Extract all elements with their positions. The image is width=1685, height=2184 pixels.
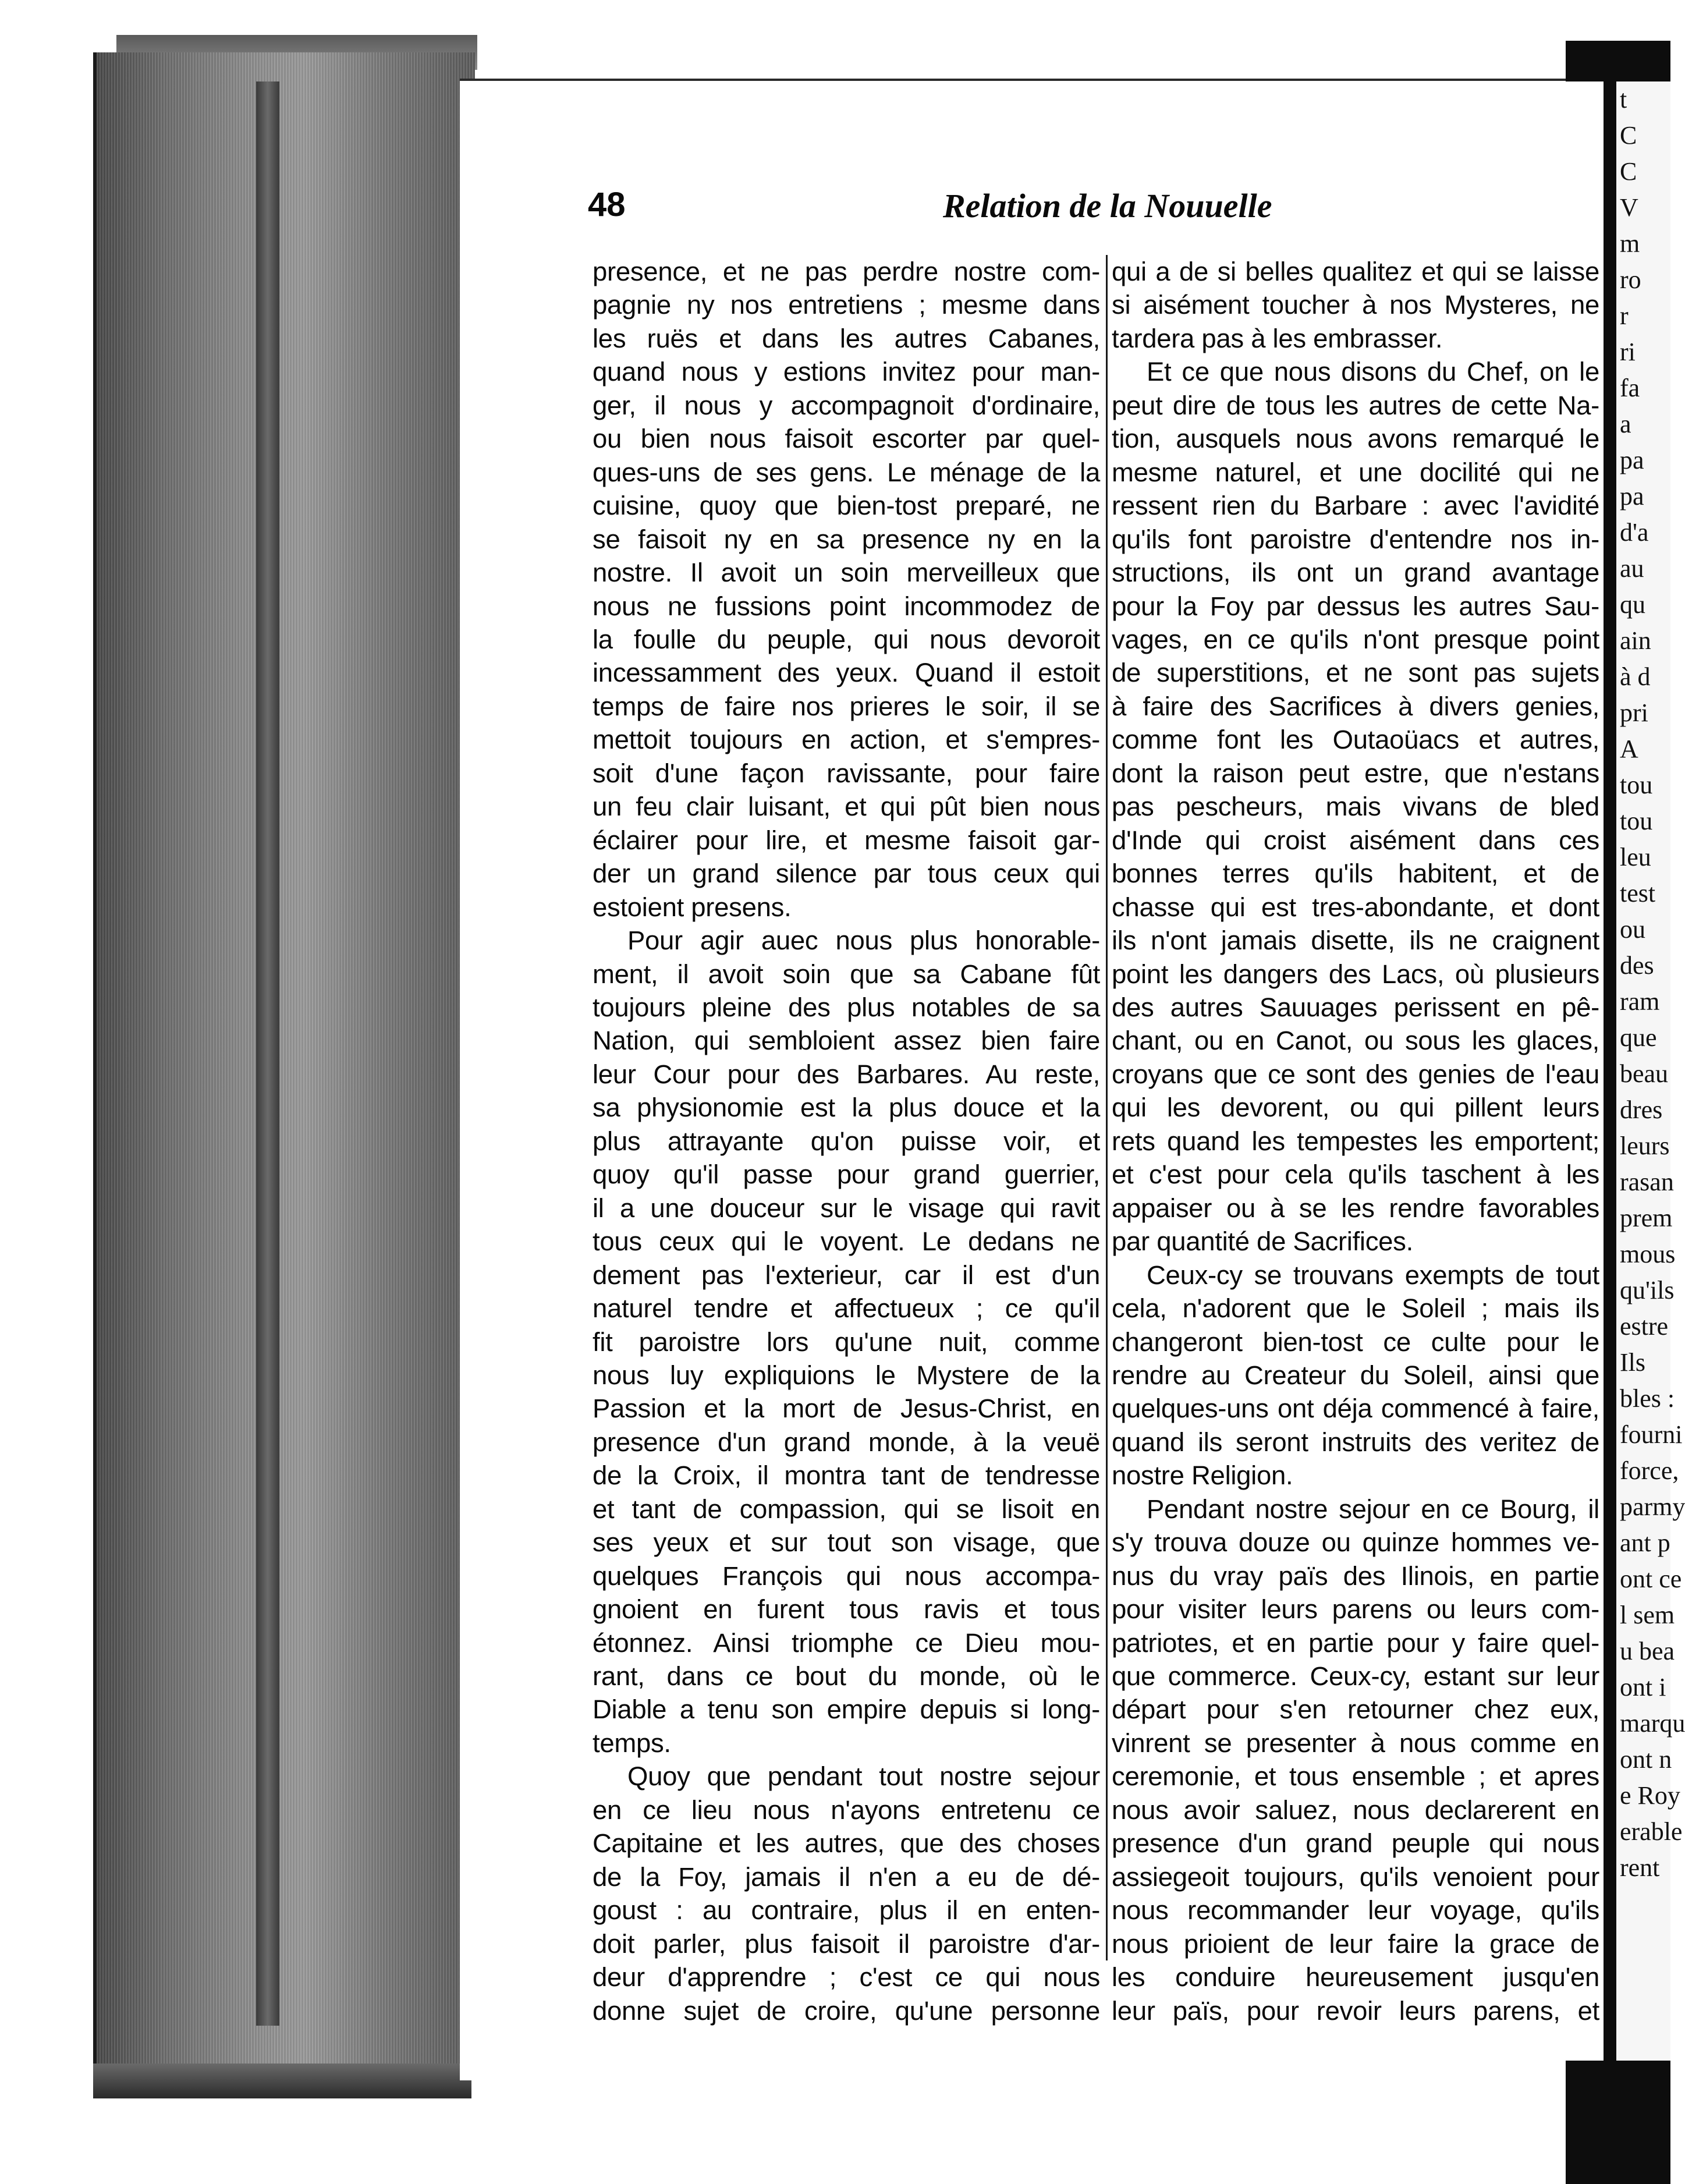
- text-line: toujours pleine des plus notables de sa: [593, 992, 1100, 1022]
- text-line: à faire des Sacrifices à divers genies,: [1112, 691, 1599, 721]
- text-line: nostre. Il avoit un soin merveilleux que: [593, 558, 1100, 588]
- text-line: goust : au contraire, plus il en enten-: [593, 1895, 1100, 1926]
- next-page-fragment: qu'ils: [1620, 1276, 1675, 1304]
- gutter-shadow-top: [1566, 41, 1670, 81]
- next-page-fragment: fourni: [1620, 1420, 1683, 1449]
- text-line: Diable a tenu son empire depuis si long-: [593, 1694, 1100, 1725]
- page-gutter: [1604, 64, 1616, 2084]
- text-line: qui les devorent, ou qui pillent leurs: [1112, 1093, 1599, 1123]
- next-page-fragment: e Roy: [1620, 1781, 1680, 1810]
- text-line: Pendant nostre sejour en ce Bourg, il: [1147, 1494, 1599, 1524]
- text-line: de superstitions, et ne sont pas sujets: [1112, 658, 1599, 688]
- text-line: leur Cour pour des Barbares. Au reste,: [593, 1059, 1100, 1089]
- text-line: nous ne fussions point incommodez de: [593, 591, 1100, 621]
- text-line: changeront bien-tost ce culte pour le: [1112, 1327, 1599, 1357]
- next-page-fragment: pa: [1620, 446, 1644, 474]
- next-page-fragment: à d: [1620, 662, 1651, 691]
- text-line: nostre Religion.: [1112, 1460, 1293, 1491]
- next-page-fragment: ont ce: [1620, 1565, 1682, 1593]
- text-line: en ce lieu nous n'ayons entretenu ce: [593, 1795, 1100, 1825]
- text-line: dont la raison peut estre, que n'estans: [1112, 758, 1599, 788]
- text-line: ressent rien du Barbare : avec l'avidité: [1112, 491, 1599, 521]
- text-line: et tant de compassion, qui se lisoit en: [593, 1494, 1100, 1524]
- text-line: qui a de si belles qualitez et qui se laisse: [1112, 257, 1599, 286]
- text-line: nous prioient de leur faire la grace de: [1112, 1928, 1599, 1959]
- scan-background: [0, 0, 96, 2184]
- text-line: rant, dans ce bout du monde, où le: [593, 1661, 1100, 1692]
- text-line: qu'ils font paroistre d'entendre nos in-: [1112, 524, 1599, 554]
- next-page-fragment: V: [1620, 193, 1638, 222]
- next-page-fragment: ri: [1620, 338, 1636, 366]
- next-page-fragment: marqu: [1620, 1709, 1685, 1738]
- text-line: structions, ils ont un grand avantage: [1112, 558, 1599, 588]
- text-line: par quantité de Sacrifices.: [1112, 1226, 1413, 1257]
- text-line: leur païs, pour revoir leurs parens, et: [1112, 1995, 1599, 2026]
- next-page-fragment: tou: [1620, 771, 1653, 799]
- text-line: quoy qu'il passe pour grand guerrier,: [593, 1160, 1100, 1190]
- next-page-fragment: des: [1620, 951, 1654, 980]
- next-page-fragment: ant p: [1620, 1529, 1670, 1557]
- right-text-column: [1112, 255, 1599, 2027]
- text-line: presence d'un grand peuple qui nous: [1112, 1828, 1599, 1859]
- text-line: rets quand les tempestes les emportent;: [1112, 1126, 1599, 1156]
- next-page-fragment: estre: [1620, 1312, 1669, 1341]
- text-line: mesme naturel, et une docilité qui ne: [1112, 457, 1599, 487]
- next-page-fragment: C: [1620, 157, 1637, 186]
- text-line: étonnez. Ainsi triomphe ce Dieu mou-: [593, 1628, 1100, 1658]
- text-line: nous recommander leur voyage, qu'ils: [1112, 1895, 1599, 1926]
- text-line: cuisine, quoy que bien-tost preparé, ne: [593, 491, 1100, 521]
- text-line: Ceux-cy se trouvans exempts de tout: [1147, 1260, 1599, 1290]
- next-page-fragment: rent: [1620, 1853, 1660, 1882]
- text-line: deur d'apprendre ; c'est ce qui nous: [593, 1962, 1100, 1992]
- text-line: temps.: [593, 1728, 671, 1758]
- next-page-fragment: ain: [1620, 626, 1651, 655]
- book-edge-band: [256, 81, 279, 2026]
- text-line: ceremonie, et tous ensemble ; et apres: [1112, 1761, 1599, 1792]
- text-line: tous ceux qui le voyent. Le dedans ne: [593, 1226, 1100, 1257]
- text-line: donne sujet de croire, qu'une personne: [593, 1995, 1100, 2026]
- next-page-fragment: d'a: [1620, 518, 1649, 547]
- text-line: incessamment des yeux. Quand il estoit: [593, 658, 1100, 688]
- text-line: pagnie ny nos entretiens ; mesme dans: [593, 290, 1100, 320]
- text-line: départ pour s'en retourner chez eux,: [1112, 1694, 1599, 1725]
- text-line: estoient presens.: [593, 892, 792, 922]
- text-line: éclairer pour lire, et mesme faisoit gar-: [593, 825, 1100, 855]
- text-line: pas pescheurs, mais vivans de bled: [1112, 792, 1599, 822]
- text-line: s'y trouva douze ou quinze hommes ve-: [1112, 1527, 1599, 1558]
- text-line: temps de faire nos prieres le soir, il se: [593, 691, 1100, 721]
- text-line: point les dangers des Lacs, où plusieurs: [1112, 959, 1599, 989]
- running-head: Relation de la Nouuelle: [943, 187, 1272, 225]
- text-line: Capitaine et les autres, que des choses: [593, 1828, 1100, 1859]
- next-page-fragment: que: [1620, 1023, 1657, 1052]
- text-line: naturel tendre et affectueux ; ce qu'il: [593, 1293, 1100, 1324]
- text-line: Pour agir auec nous plus honorable-: [627, 926, 1100, 956]
- next-page-fragment: leu: [1620, 843, 1651, 871]
- text-line: quand nous y estions invitez pour man-: [593, 357, 1100, 387]
- text-line: les ruës et dans les autres Cabanes,: [593, 323, 1100, 353]
- text-line: Quoy que pendant tout nostre sejour: [627, 1761, 1100, 1792]
- text-line: tardera pas à les embrasser.: [1112, 323, 1443, 353]
- next-page-fragment: pri: [1620, 699, 1648, 727]
- text-line: dement pas l'exterieur, car il est d'un: [593, 1260, 1100, 1290]
- text-line: fit paroistre lors qu'une nuit, comme: [593, 1327, 1100, 1357]
- next-page-fragment: a: [1620, 410, 1631, 438]
- text-line: pour la Foy par dessus les autres Sau-: [1112, 591, 1599, 621]
- next-page-fragment: fa: [1620, 374, 1640, 402]
- text-line: presence, et ne pas perdre nostre com-: [593, 257, 1100, 286]
- next-page-edge: [1616, 81, 1685, 2061]
- text-line: presence d'un grand monde, à la veuë: [593, 1427, 1100, 1457]
- text-line: nus du vray païs des Ilinois, en partie: [1112, 1561, 1599, 1591]
- left-text-column: [593, 255, 1100, 2027]
- text-line: gnoient en furent tous ravis et tous: [593, 1594, 1100, 1625]
- text-line: chasse qui est tres-abondante, et dont: [1112, 892, 1599, 922]
- next-page-fragment: A: [1620, 735, 1638, 763]
- text-line: soit d'une façon ravissante, pour faire: [593, 758, 1100, 788]
- next-page-fragment: ont n: [1620, 1745, 1672, 1774]
- text-line: ses yeux et sur tout son visage, que: [593, 1527, 1100, 1558]
- text-line: peut dire de tous les autres de cette Na-: [1112, 390, 1599, 420]
- text-line: Nation, qui sembloient assez bien faire: [593, 1026, 1100, 1056]
- next-page-fragment: dres: [1620, 1095, 1663, 1124]
- text-line: ils n'ont jamais disette, ils ne craignent: [1112, 926, 1599, 956]
- next-page-fragment: erable: [1620, 1817, 1683, 1846]
- text-line: croyans que ce sont des genies de l'eau: [1112, 1059, 1599, 1089]
- text-line: vages, en ce qu'ils n'ont presque point: [1112, 624, 1599, 654]
- text-line: nous luy expliquions le Mystere de la: [593, 1360, 1100, 1390]
- text-line: ques-uns de ses gens. Le ménage de la: [593, 457, 1100, 487]
- text-line: quelques-uns ont déja commencé à faire,: [1112, 1394, 1599, 1424]
- text-line: si aisément toucher à nos Mysteres, ne: [1112, 290, 1599, 320]
- text-line: Passion et la mort de Jesus-Christ, en: [593, 1394, 1100, 1424]
- text-line: la foulle du peuple, qui nous devoroit: [593, 624, 1100, 654]
- text-line: assiegeoit toujours, qu'ils venoient pour: [1112, 1862, 1599, 1892]
- next-page-fragment: ont i: [1620, 1673, 1666, 1701]
- text-line: sa physionomie est la plus douce et la: [593, 1093, 1100, 1123]
- text-line: tion, ausquels nous avons remarqué le: [1112, 424, 1599, 454]
- page-number: 48: [588, 186, 626, 224]
- text-line: mettoit toujours en action, et s'empres-: [593, 725, 1100, 755]
- text-line: ger, il nous y accompagnoit d'ordinaire,: [593, 390, 1100, 420]
- text-line: quelques François qui nous accompa-: [593, 1561, 1100, 1591]
- text-line: de la Croix, il montra tant de tendresse: [593, 1460, 1100, 1491]
- text-line: nous avoir saluez, nous declarerent en: [1112, 1795, 1599, 1825]
- next-page-fragment: tou: [1620, 807, 1653, 835]
- text-line: chant, ou en Canot, ou sous les glaces,: [1112, 1026, 1599, 1056]
- next-page-fragment: r: [1620, 302, 1629, 330]
- text-line: se faisoit ny en sa presence ny en la: [593, 524, 1100, 554]
- next-page-fragment: prem: [1620, 1204, 1673, 1232]
- text-line: cela, n'adorent que le Soleil ; mais ils: [1112, 1293, 1599, 1324]
- next-page-fragment: bles :: [1620, 1384, 1675, 1413]
- next-page-fragment: rasan: [1620, 1168, 1674, 1196]
- text-line: doit parler, plus faisoit il paroistre d'ar-: [593, 1928, 1100, 1959]
- next-page-fragment: force,: [1620, 1456, 1679, 1485]
- text-line: des autres Sauuages perissent en pê-: [1112, 992, 1599, 1022]
- text-line: patriotes, et en partie pour y faire quel-: [1112, 1628, 1599, 1658]
- next-page-fragment: au: [1620, 554, 1644, 583]
- text-line: ou bien nous faisoit escorter par quel-: [593, 424, 1100, 454]
- text-line: de la Foy, jamais il n'en a eu de dé-: [593, 1862, 1100, 1892]
- book-edge-bottom: [93, 2064, 471, 2098]
- next-page-fragment: u bea: [1620, 1637, 1675, 1665]
- text-line: les conduire heureusement jusqu'en: [1112, 1962, 1599, 1992]
- next-page-fragment: ram: [1620, 987, 1660, 1016]
- text-line: plus attrayante qu'on puisse voir, et: [593, 1126, 1100, 1156]
- next-page-fragment: ou: [1620, 915, 1645, 944]
- next-page-fragment: C: [1620, 121, 1637, 150]
- text-line: der un grand silence par tous ceux qui: [593, 859, 1100, 889]
- next-page-fragment: pa: [1620, 482, 1644, 510]
- next-page-fragment: Ils: [1620, 1348, 1645, 1377]
- next-page-fragment: beau: [1620, 1059, 1669, 1088]
- text-line: d'Inde qui croist aisément dans ces: [1112, 825, 1599, 855]
- text-line: Et ce que nous disons du Chef, on le: [1147, 357, 1599, 387]
- next-page-fragment: ro: [1620, 265, 1641, 294]
- text-line: un feu clair luisant, et qui pût bien nous: [593, 792, 1100, 822]
- column-divider: [1106, 255, 1108, 1960]
- text-line: vinrent se presenter à nous comme en: [1112, 1728, 1599, 1758]
- text-line: ment, il avoit soin que sa Cabane fût: [593, 959, 1100, 989]
- next-page-fragment: parmy: [1620, 1492, 1685, 1521]
- text-line: et c'est pour cela qu'ils taschent à les: [1112, 1160, 1599, 1190]
- text-line: appaiser ou à se les rendre favorables: [1112, 1193, 1599, 1223]
- text-line: rendre au Createur du Soleil, ainsi que: [1112, 1360, 1599, 1390]
- text-line: il a une douceur sur le visage qui ravit: [593, 1193, 1100, 1223]
- text-line: bonnes terres qu'ils habitent, et de: [1112, 859, 1599, 889]
- gutter-shadow-bottom: [1566, 2061, 1670, 2184]
- text-line: comme font les Outaoüacs et autres,: [1112, 725, 1599, 755]
- next-page-fragment: mous: [1620, 1240, 1676, 1268]
- next-page-fragment: test: [1620, 879, 1656, 907]
- book-fore-edge: [93, 52, 475, 2078]
- text-line: que commerce. Ceux-cy, estant sur leur: [1112, 1661, 1599, 1692]
- next-page-fragment: t: [1620, 85, 1627, 114]
- next-page-fragment: qu: [1620, 590, 1645, 619]
- text-line: quand ils seront instruits des veritez de: [1112, 1427, 1599, 1457]
- text-line: pour visiter leurs parens ou leurs com-: [1112, 1594, 1599, 1625]
- next-page-fragment: leurs: [1620, 1132, 1670, 1160]
- next-page-fragment: l sem: [1620, 1601, 1675, 1629]
- next-page-fragment: m: [1620, 229, 1640, 258]
